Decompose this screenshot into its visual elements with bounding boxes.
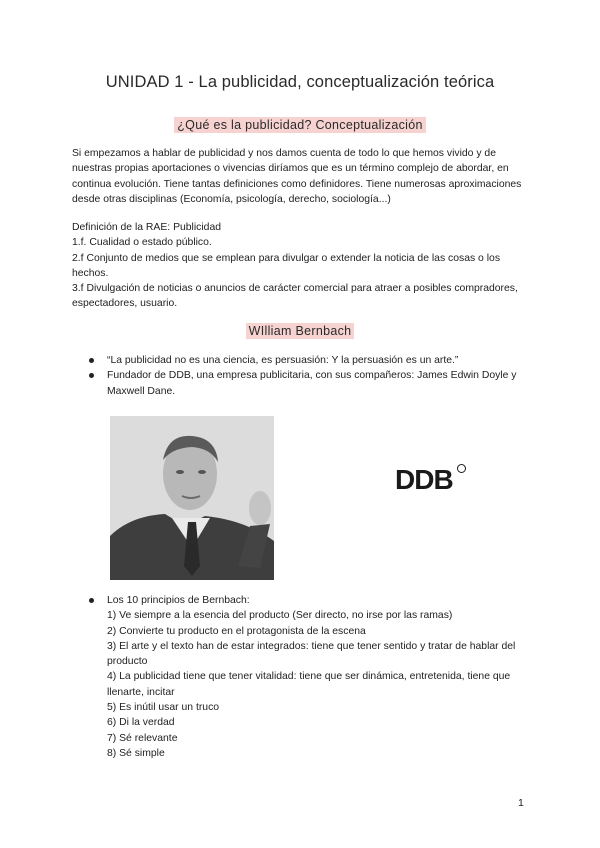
rae-item: 3.f Divulgación de noticias o anuncios de carácter comercial para atraer a posibles compradores, espectadores, usuario.: [72, 283, 518, 310]
bullet-text: Fundador de DDB, una empresa publicitaria, con sus compañeros: James Edwin Doyle y Maxwell Dane.: [107, 370, 517, 397]
section-heading-wrap: [0, 322, 600, 340]
list-item: [72, 368, 532, 399]
principle-item: 3) El arte y el texto han de estar integrados: tiene que tener sentido y tratar de hablar del producto: [107, 640, 516, 668]
principle-item: 6) Di la verdad: [107, 717, 175, 729]
list-item: [72, 353, 532, 368]
principle-item: 5) Es inútil usar un truco: [107, 702, 220, 714]
portrait-image: [110, 416, 274, 580]
principles-title: Los 10 principios de Bernbach:: [107, 595, 250, 606]
bernbach-bullet-list: [72, 353, 532, 399]
rae-item: 2.f Conjunto de medios que se emplean para divulgar o extender la noticia de las cosas o los hechos.: [72, 252, 501, 279]
principles-list: [72, 593, 532, 761]
page-number: 1: [518, 797, 524, 809]
bullet-text: “La publicidad no es una ciencia, es persuasión: Y la persuasión es un arte.”: [107, 355, 459, 366]
list-item: [72, 593, 532, 761]
rae-title: Definición de la RAE: Publicidad: [72, 222, 222, 233]
principle-item: 4) La publicidad tiene que tener vitalidad: tiene que ser dinámica, entretenida, tiene que llenarte, incitar: [107, 671, 511, 698]
rae-item: 1.f. Cualidad o estado público.: [72, 237, 212, 249]
section-heading-bernbach: WIlliam Bernbach: [246, 323, 355, 339]
principle-item: 7) Sé relevante: [107, 732, 178, 744]
page-title: UNIDAD 1 - La publicidad, conceptualización teórica: [105, 73, 495, 91]
section-heading-publicidad: ¿Qué es la publicidad? Conceptualización: [174, 117, 425, 133]
principle-item: 8) Sé simple: [107, 747, 165, 759]
rae-definition-block: [72, 220, 532, 312]
logo-dot-icon: [457, 464, 466, 473]
intro-text: Si empezamos a hablar de publicidad y nos damos cuenta de todo lo que hemos vivido y de nuestras propias aportaciones o vivencias diríamos que es un término complejo de abordar, en continua evolución. Tiene tantas definiciones como definidores. Tiene numerosas aproximaciones desde otras disciplinas (Economía, psicología, derecho, sociología...): [72, 148, 522, 205]
bernbach-photo: [110, 416, 274, 580]
intro-paragraph: [72, 146, 532, 207]
bullet-icon: [89, 598, 94, 603]
principle-item: 2) Convierte tu producto en el protagonista de la escena: [107, 625, 366, 637]
bullet-icon: [89, 358, 94, 363]
section-heading-wrap: [0, 116, 600, 134]
principle-item: 1) Ve siempre a la esencia del producto (Ser directo, no irse por las ramas): [107, 610, 453, 622]
bullet-icon: [89, 373, 94, 378]
ddb-logo: DDB: [395, 464, 453, 495]
